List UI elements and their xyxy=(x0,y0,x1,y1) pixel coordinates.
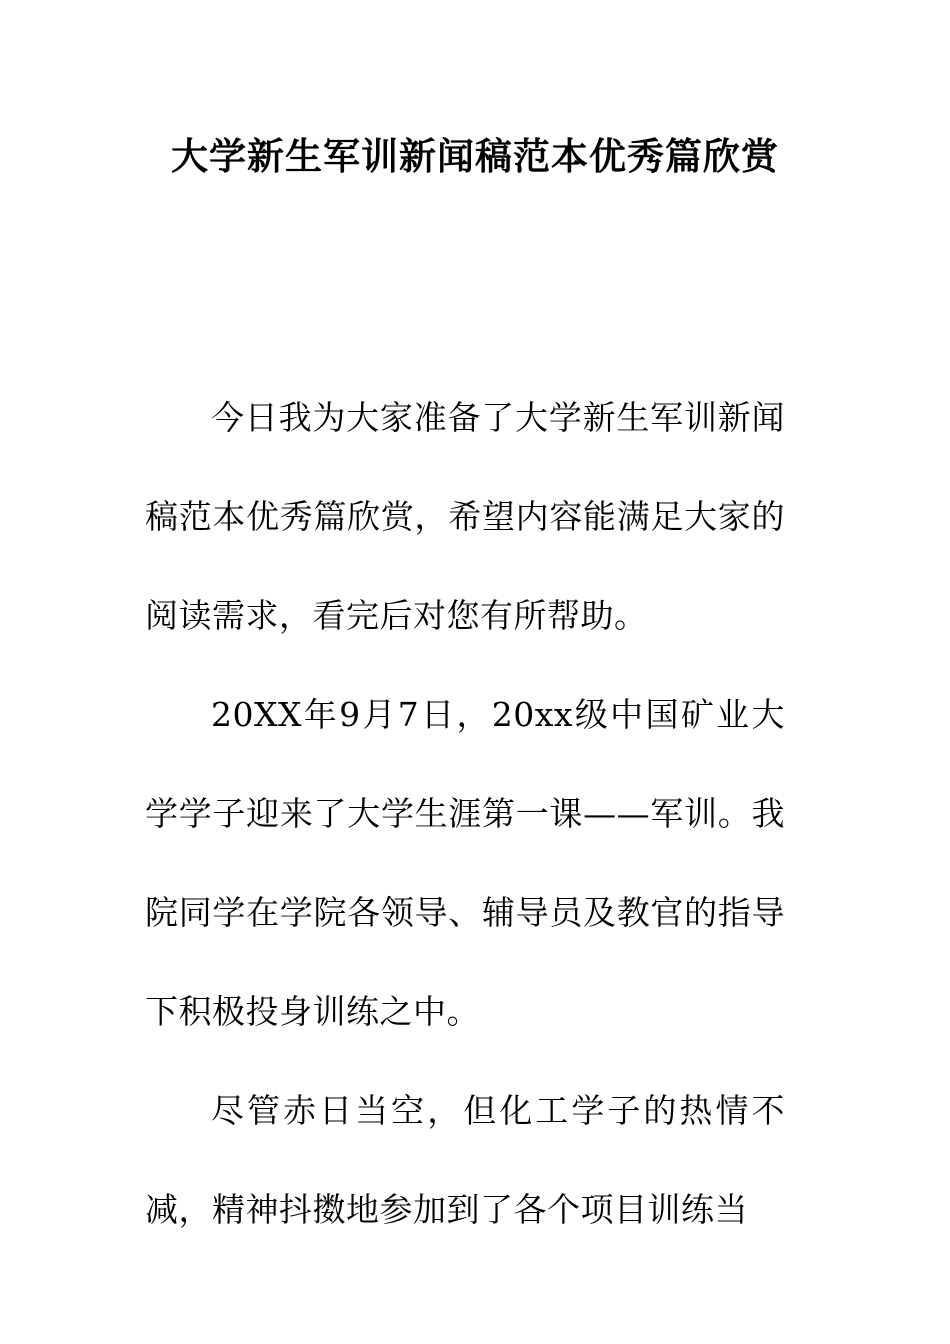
paragraph-3: 尽管赤日当空，但化工学子的热情不减，精神抖擞地参加到了各个项目训练当 xyxy=(145,1091,785,1229)
paragraph-1: 今日我为大家准备了大学新生军训新闻稿范本优秀篇欣赏，希望内容能满足大家的阅读需求，看完后对您有所帮助。 xyxy=(145,398,785,635)
document-body xyxy=(145,368,785,1259)
document-title: 大学新生军训新闻稿范本优秀篇欣赏 xyxy=(171,135,779,178)
paragraph-2: 20XX年9月7日，20xx级中国矿业大学学子迎来了大学生涯第一课——军训。我院同学在学院各领导、辅导员及教官的指导下积极投身训练之中。 xyxy=(145,695,785,1031)
